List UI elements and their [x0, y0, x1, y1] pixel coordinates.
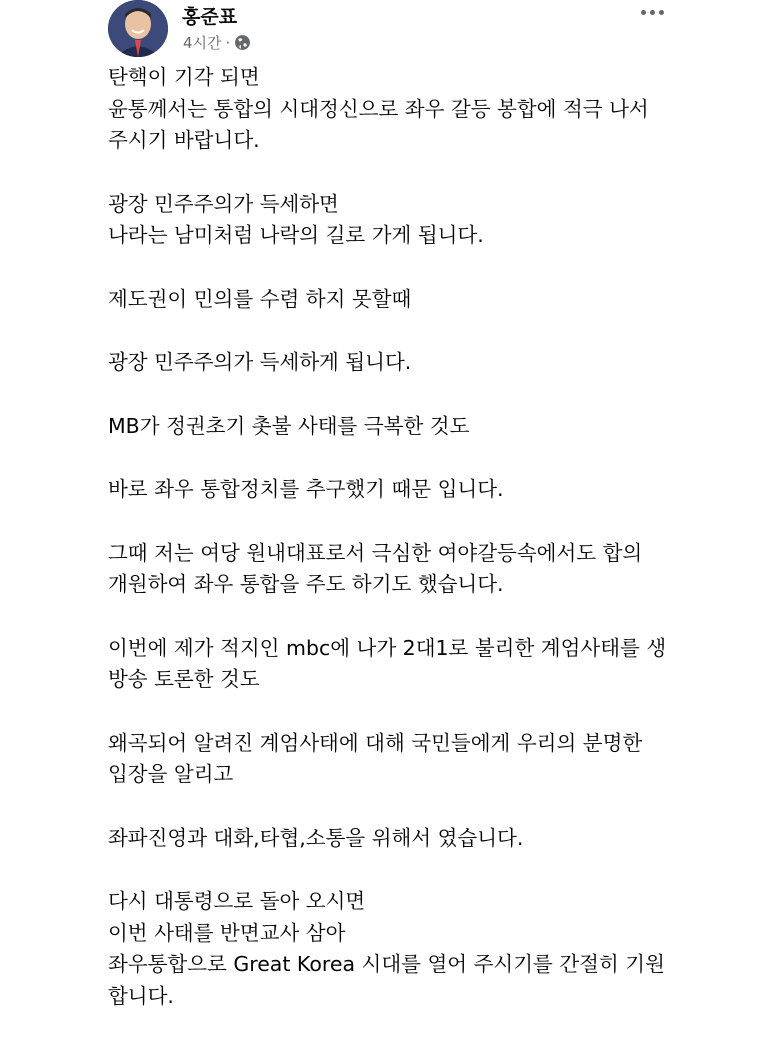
post-paragraph: 좌파진영과 대화,타협,소통을 위해서 였습니다.: [108, 825, 524, 850]
post-paragraph: 제도권이 민의를 수렴 하지 못할때: [108, 286, 412, 311]
avatar[interactable]: [108, 0, 168, 57]
globe-icon[interactable]: [234, 34, 251, 51]
meta-separator: ·: [225, 33, 231, 52]
dot: [641, 10, 646, 15]
author-name[interactable]: 홍준표: [182, 6, 238, 28]
post-meta: [183, 32, 251, 53]
post-header: [0, 0, 761, 62]
dot: [650, 10, 655, 15]
post-paragraph: 다시 대통령으로 돌아 오시면 이번 사태를 반면교사 삼아 좌우통합으로 Great Korea 시대를 열어 주시기를 간절히 기원합니다.: [108, 889, 665, 1008]
post-paragraph: MB가 정권초기 촛불 사태를 극복한 것도: [108, 413, 470, 438]
post-paragraph: 광장 민주주의가 득세하게 됩니다.: [108, 350, 412, 374]
post-paragraph: 이번에 제가 적지인 mbc에 나가 2대1로 불리한 계엄사태를 생방송 토론한 것도: [108, 635, 667, 691]
post-paragraph: 그때 저는 여당 원내대표로서 극심한 여야갈등속에서도 합의 개원하여 좌우 통합을 주도 하기도 했습니다.: [108, 540, 649, 596]
post-body: [108, 62, 668, 1044]
post-time[interactable]: 4시간: [183, 34, 222, 52]
avatar-photo: [108, 0, 168, 57]
post-paragraph: 광장 민주주의가 득세하면 나라는 남미처럼 나락의 길로 가게 됩니다.: [108, 191, 484, 247]
more-options-icon[interactable]: [635, 0, 669, 24]
dot: [659, 10, 664, 15]
post-paragraph: 왜곡되어 알려진 계엄사태에 대해 국민들에게 우리의 분명한 입장을 알리고: [108, 730, 649, 786]
post-paragraph: 바로 좌우 통합정치를 추구했기 때문 입니다.: [108, 477, 504, 501]
post-paragraph: 탄핵이 기각 되면 윤통께서는 통합의 시대정신으로 좌우 갈등 봉합에 적극 나서 주시기 바랍니다.: [108, 65, 649, 152]
